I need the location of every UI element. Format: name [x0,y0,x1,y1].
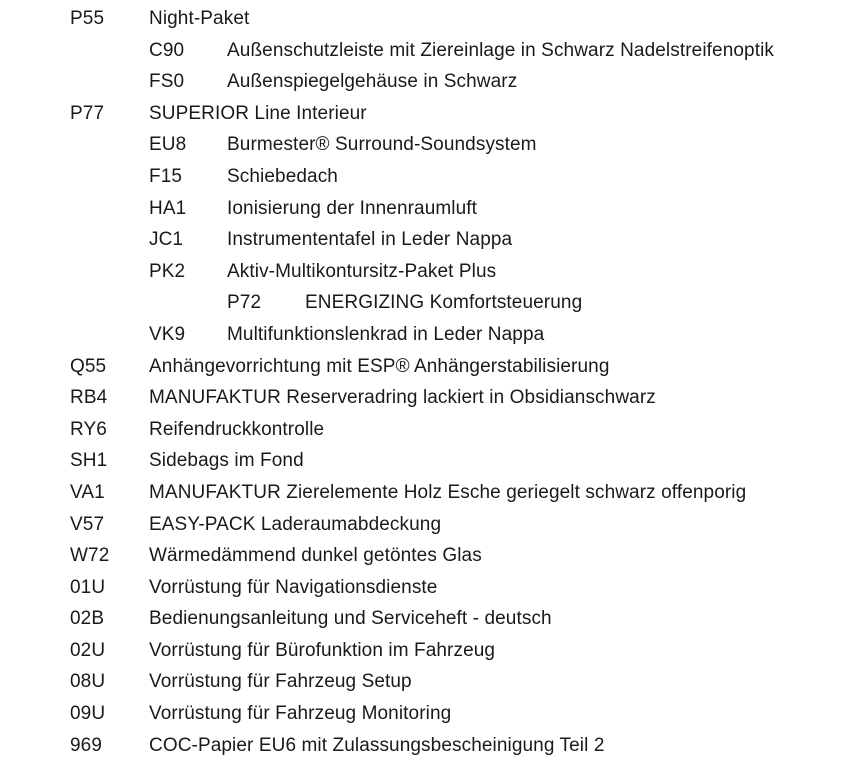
option-code: FS0 [149,71,185,93]
option-row [0,666,864,698]
option-description: Instrumententafel in Leder Nappa [227,229,513,251]
option-row [0,698,864,730]
option-description: Wärmedämmend dunkel getöntes Glas [149,545,482,567]
option-row [0,256,864,288]
option-code: Q55 [70,355,107,377]
equipment-options-list [0,3,864,761]
option-code: SH1 [70,450,108,472]
option-description: Schiebedach [227,165,338,187]
option-description: Reifendruckkontrolle [149,418,325,440]
option-code: PK2 [149,260,186,282]
option-code: P77 [70,102,105,124]
option-description: Aktiv-Multikontursitz-Paket Plus [227,260,497,282]
option-row [0,477,864,509]
option-code: 02U [70,639,106,661]
option-code: P55 [70,8,105,29]
option-row [0,193,864,225]
option-code: W72 [70,545,110,567]
option-code: RB4 [70,387,108,409]
option-code: 969 [70,734,103,756]
option-row [0,382,864,414]
option-description: Burmester® Surround-Soundsystem [227,134,537,156]
option-row [0,161,864,193]
option-row [0,414,864,446]
option-row [0,635,864,667]
option-row [0,35,864,67]
option-code: V57 [70,513,105,535]
option-code: P72 [227,292,262,314]
option-code: JC1 [149,229,184,251]
option-description: COC-Papier EU6 mit Zulassungsbescheinigung Teil 2 [149,734,605,756]
option-description: SUPERIOR Line Interieur [149,102,367,124]
option-code: F15 [149,165,183,187]
option-row [0,572,864,604]
option-code: 01U [70,576,106,598]
option-row [0,224,864,256]
option-code: 02B [70,608,105,630]
option-description: MANUFAKTUR Zierelemente Holz Esche geriegelt schwarz offenporig [149,481,747,503]
option-description: Außenschutzleiste mit Ziereinlage in Schwarz Nadelstreifenoptik [227,39,774,61]
option-row [0,287,864,319]
option-description: EASY-PACK Laderaumabdeckung [149,513,442,535]
option-code: EU8 [149,134,187,156]
option-code: C90 [149,39,185,61]
option-description: Bedienungsanleitung und Serviceheft - deutsch [149,608,552,630]
option-code: 09U [70,703,106,725]
option-row [0,66,864,98]
option-description: Night-Paket [149,8,250,29]
option-description: Vorrüstung für Fahrzeug Monitoring [149,703,452,725]
option-row [0,540,864,572]
option-row [0,319,864,351]
option-description: Außenspiegelgehäuse in Schwarz [227,71,518,93]
option-row [0,603,864,635]
option-row [0,3,864,35]
option-description: Vorrüstung für Bürofunktion im Fahrzeug [149,639,496,661]
option-description: Multifunktionslenkrad in Leder Nappa [227,323,545,345]
option-code: RY6 [70,418,107,440]
option-row [0,351,864,383]
option-code: VA1 [70,481,105,503]
option-description: Vorrüstung für Fahrzeug Setup [149,671,412,693]
option-row [0,730,864,762]
option-code: 08U [70,671,106,693]
option-row [0,129,864,161]
option-code: HA1 [149,197,187,219]
option-row [0,509,864,541]
option-description: ENERGIZING Komfortsteuerung [305,292,583,314]
option-description: MANUFAKTUR Reserveradring lackiert in Obsidianschwarz [149,387,656,409]
option-description: Ionisierung der Innenraumluft [227,197,478,219]
option-row [0,445,864,477]
option-code: VK9 [149,323,186,345]
option-row [0,98,864,130]
option-description: Vorrüstung für Navigationsdienste [149,576,438,598]
option-description: Anhängevorrichtung mit ESP® Anhängerstabilisierung [149,355,610,377]
option-description: Sidebags im Fond [149,450,304,472]
